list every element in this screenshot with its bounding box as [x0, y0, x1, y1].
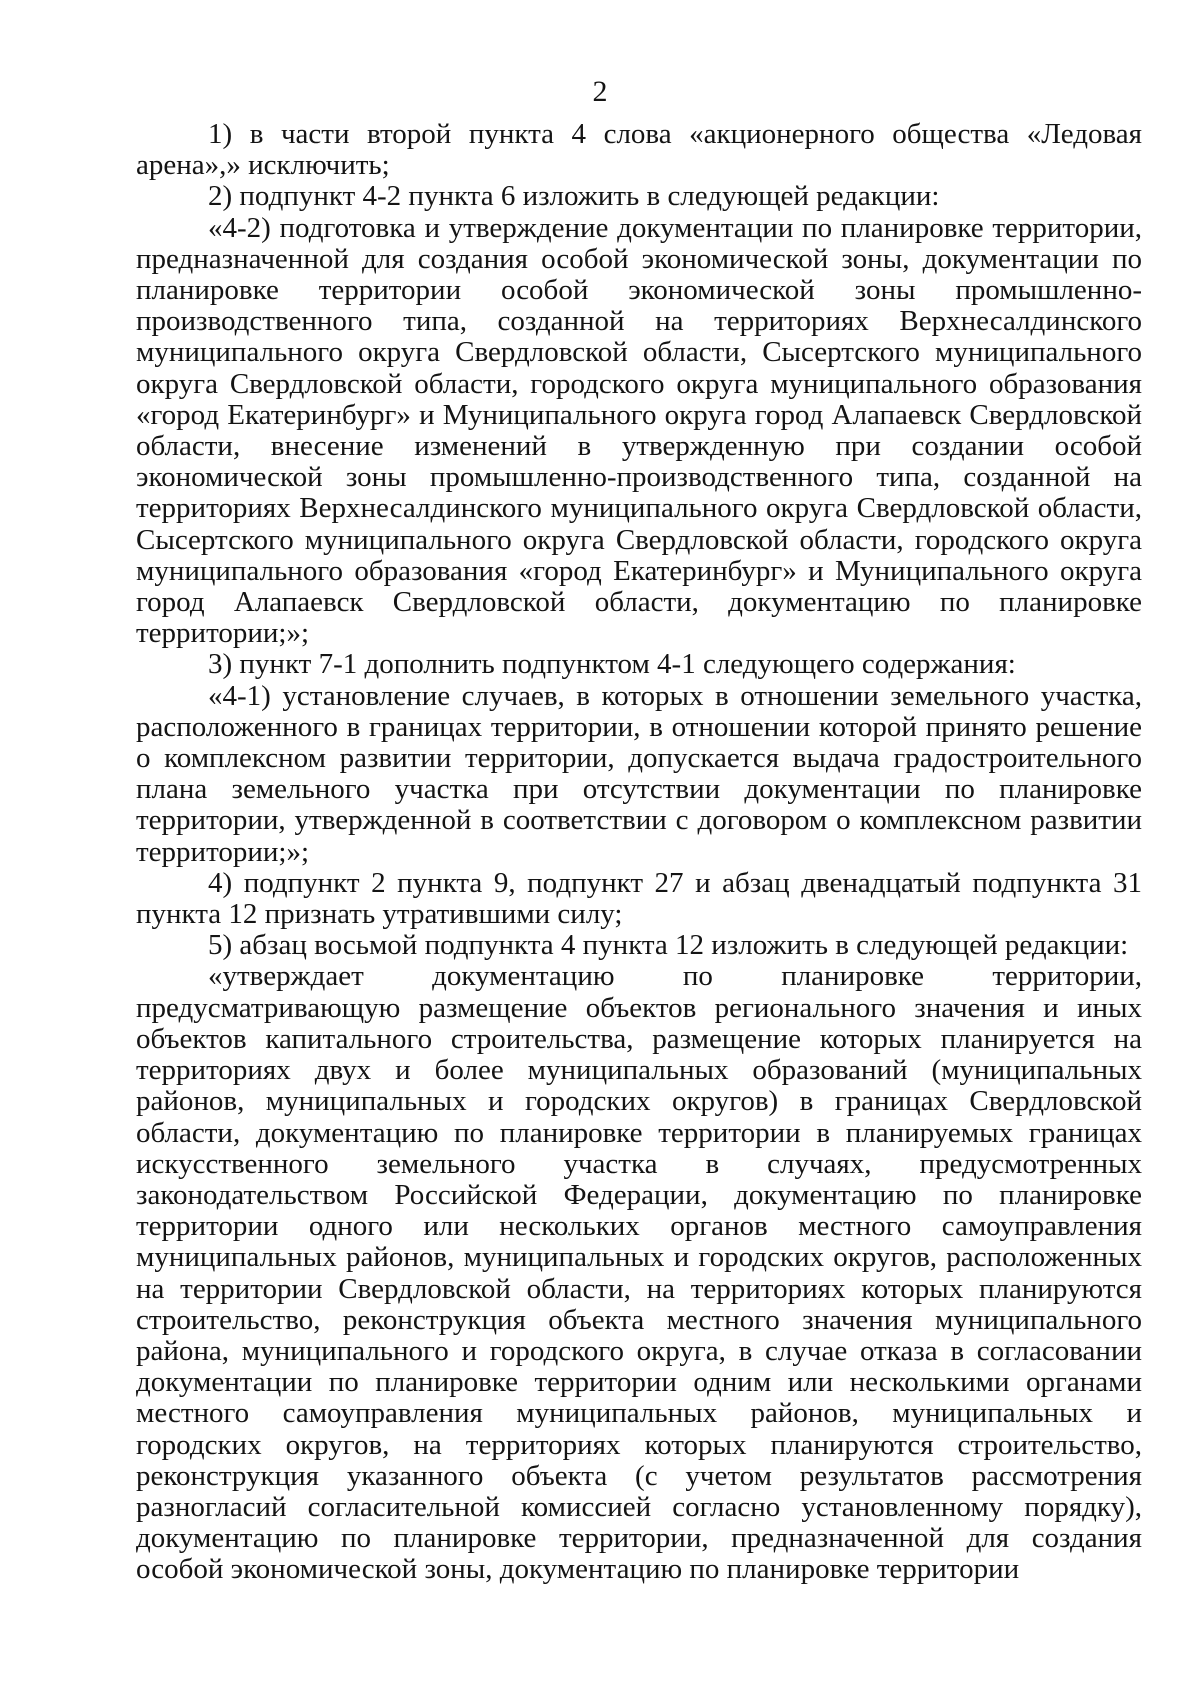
page-number: 2 — [592, 75, 608, 108]
paragraph-amendment-3: 3) пункт 7-1 дополнить подпунктом 4-1 следующего содержания: — [208, 648, 1016, 681]
paragraph-amendment-4: 4) подпункт 2 пункта 9, подпункт 27 и абзац двенадцатый подпункта 31 пункта 12 признать утратившими силу; — [136, 866, 1142, 931]
paragraph-amendment-2: 2) подпункт 4-2 пункта 6 изложить в следующей редакции: — [208, 180, 940, 213]
paragraph-amendment-5: 5) абзац восьмой подпункта 4 пункта 12 изложить в следующей редакции: — [208, 929, 1129, 962]
paragraph-amendment-1: 1) в части второй пункта 4 слова «акционерного общества «Ледовая арена»,» исключить; — [136, 118, 1142, 182]
paragraph-paragraph-eight-text: «утверждает документацию по планировке территории, предусматривающую размещение объектов регионального значения и иных объектов капитального строительства, размещение которых планируется на территориях двух и более муниципальных образований (муниципальных районов, муниципальных и городских округов) в границах Свердловской области, документацию по планировке территории в планируемых границах искусственного земельного участка в случаях, предусмотренных законодательством Российской Федерации, документацию по планировке территории одного или нескольких органов местного самоуправления муниципальных районов, муниципальных и городских округов, расположенных на территории Свердловской области, на территориях которых планируются строительство, реконструкция объекта местного значения муниципального района, муниципального и городского округа, в случае отказа в согласовании документации по планировке территории одним или несколькими органами местного самоуправления муниципальных районов, муниципальных и городских округов, на территориях которых планируются строительство, реконструкция указанного объекта (с учетом результатов рассмотрения разногласий согласительной комиссией согласно установленному порядку), документацию по планировке территории, предназначенной для создания особой экономической зоны, документацию по планировке территории — [136, 960, 1142, 1586]
document-body — [136, 119, 1142, 1586]
paragraph-subclause-4-2-text: «4-2) подготовка и утверждение документации по планировке территории, предназначенной для создания особой экономической зоны, документации по планировке территории особой экономической зоны промышленно-производственного типа, созданной на территориях Верхнесалдинского муниципального округа Свердловской области, Сысертского муниципального округа Свердловской области, городского округа муниципального образования «город Екатеринбург» и Муниципального округа город Алапаевск Свердловской области, внесение изменений в утвержденную при создании особой экономической зоны промышленно-производственного типа, созданной на территориях Верхнесалдинского муниципального округа Свердловской области, Сысертского муниципального округа Свердловской области, городского округа муниципального образования «город Екатеринбург» и Муниципального округа город Алапаевск Свердловской области, документацию по планировке территории;»; — [136, 211, 1142, 650]
paragraph-subclause-4-1-text: «4-1) установление случаев, в которых в отношении земельного участка, расположенного в границах территории, в отношении которой принято решение о комплексном развитии территории, допускается выдача градостроительного плана земельного участка при отсутствии документации по планировке территории, утвержденной в соответствии с договором о комплексном развитии территории;»; — [136, 679, 1142, 868]
